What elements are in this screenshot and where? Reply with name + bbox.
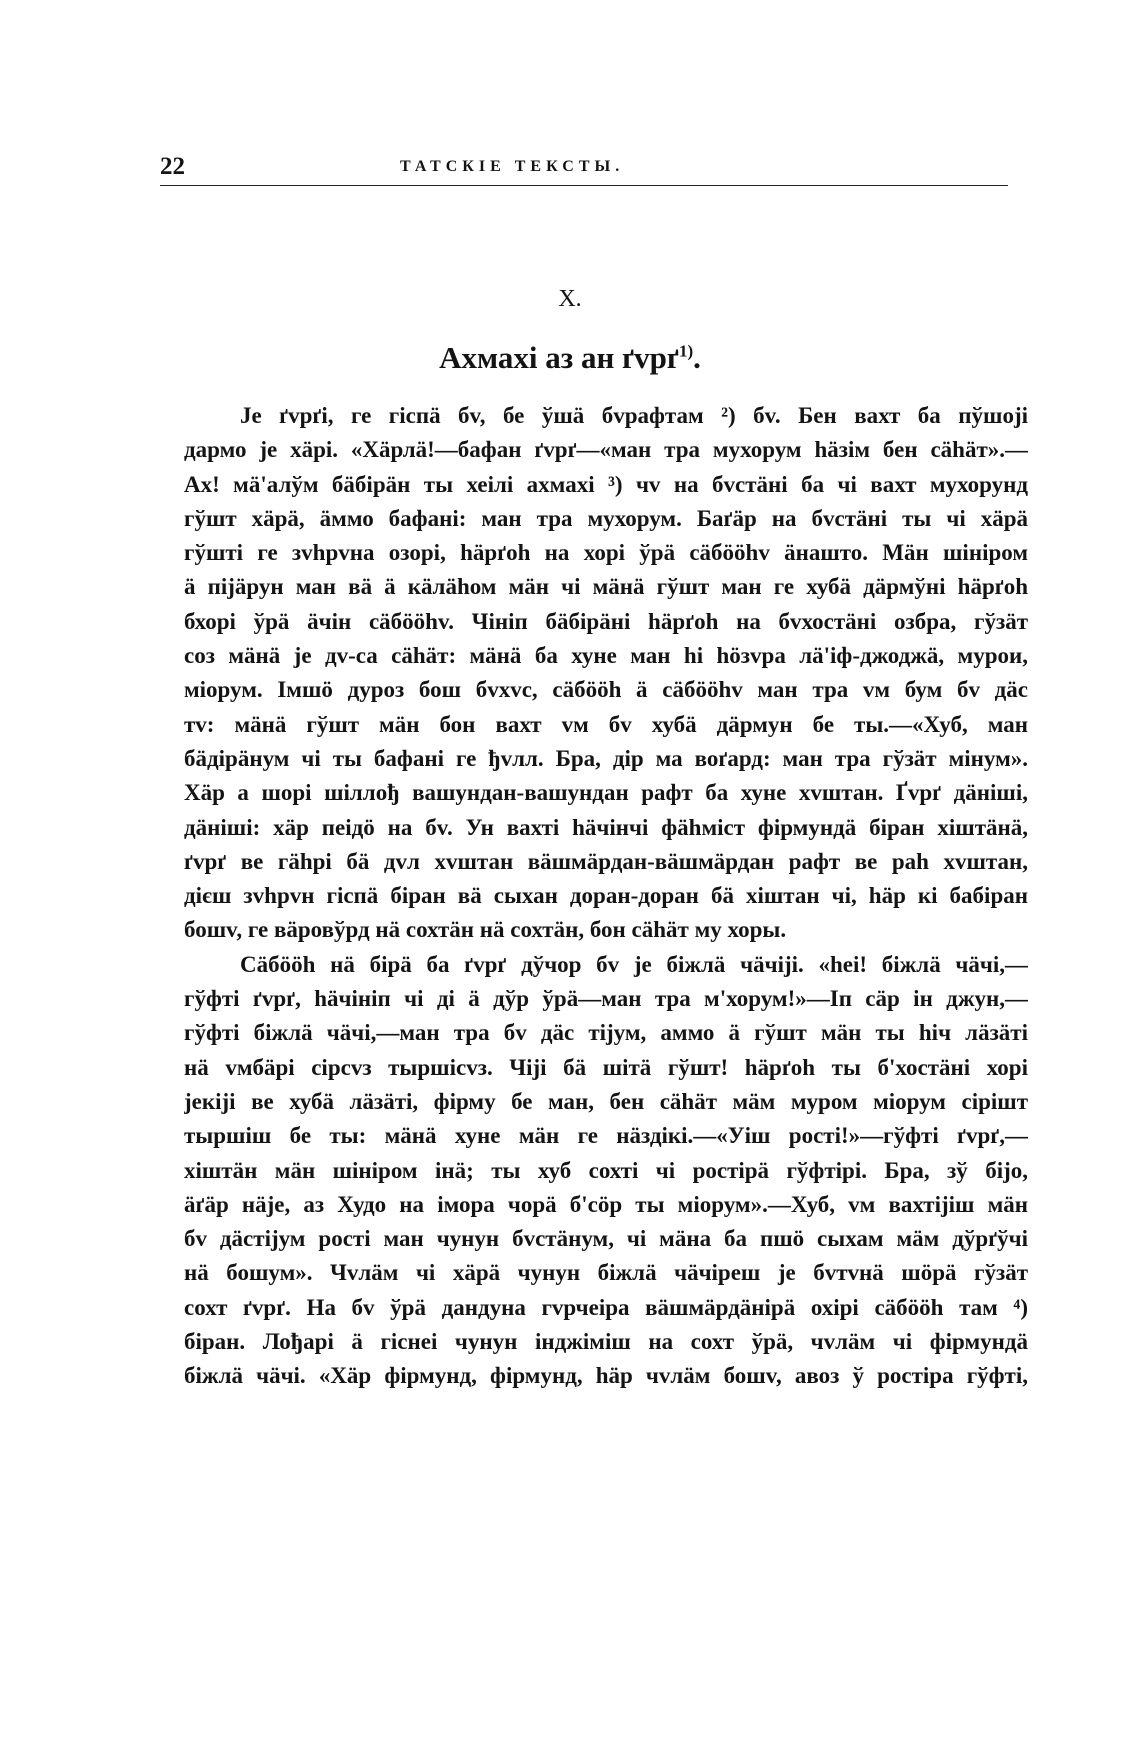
text-line: гўшт хäрä, äммо бафані: ман тра мухорум. Баґäр на бvстäні ты чі хäрä bbox=[184, 505, 1028, 531]
chapter-number: X. bbox=[558, 286, 582, 312]
text-line: бäдірäнум чі ты бафані ге ђvлл. Бра, дір ма воґард: ман тра гўзäт мінум». bbox=[184, 745, 1028, 771]
text-line: Сäбööh нä бірä ба ґvрґ дўчор бv је біжлä чäчіјі. «hеі! біжлä чäчі,— bbox=[240, 951, 1028, 977]
text-line: біран. Лођарі ä гіснеі чунун інджіміш на сохт ўрä, чvлäм чі фірмундä bbox=[184, 1329, 1028, 1355]
text-line: дієш зvhрvн гіспä біран вä сыхан доран-доран бä хіштан чі, häр кі бабіран bbox=[184, 883, 1028, 909]
text-line: дармо је хäрі. «Хäрлä!—бафан ґvрґ—«ман тра мухорум häзім бен сähäт».— bbox=[184, 437, 1028, 463]
text-line: бошv, ге вäровўрд нä сохтäн нä сохтäн, бон сähäт му хоры. bbox=[184, 917, 787, 943]
text-line: äґäр нäје, аз Худо на імора чорä б'сöр ты міорум».—Хуб, vм вахтіјіш мäн bbox=[184, 1191, 1028, 1217]
text-line: хіштäн мäн шініром інä; ты хуб сохті чі ростірä гўфтірі. Бра, зў біјо, bbox=[184, 1157, 1028, 1183]
running-header bbox=[160, 152, 1008, 182]
text-line: гўфті біжлä чäчі,—ман тра бv дäс тіјум, аммо ä гўшт мäн ты hіч лäзäті bbox=[184, 1020, 1028, 1046]
text-line: біжлä чäчі. «Хäр фірмунд, фірмунд, häр чvлäм бошv, авоз ў ростіра гўфті, bbox=[184, 1363, 1028, 1389]
footnote-mark: 1) bbox=[678, 341, 694, 361]
text-line: нä бошум». Чvлäм чі хäрä чунун біжлä чäчіреш је бvтvнä шöрä гўзäт bbox=[184, 1260, 1028, 1286]
body-text bbox=[184, 399, 1028, 1394]
text-line: соз мäнä је дv-са сähäт: мäнä ба хуне ман hi höзvра лä'іф-джоджä, мурои, bbox=[184, 643, 1028, 669]
text-line: гўфті ґvрґ, häчініп чі ді ä дўр ўрä—ман тра м'хорум!»—Іп сäр ін джун,— bbox=[184, 986, 1028, 1012]
chapter-title bbox=[0, 338, 1140, 378]
text-line: бхорі ўрä äчін сäбööhv. Чініп бäбірäні häрґоh на бvхостäні озбра, гўзäт bbox=[184, 608, 1028, 634]
text-line: Хäр а шорі шіллођ вашундан-вашундан рафт ба хуне хvштан. Ґvрґ дäніші, bbox=[184, 780, 1028, 806]
text-line: тv: мäнä гўшт мäн бон вахт vм бv хубä дäрмун бе ты.—«Хуб, ман bbox=[184, 711, 1028, 737]
text-line: нä vмбäрі сірсvз тыршісvз. Чіјі бä шітä гўшт! häрґоh ты б'хостäні хорі bbox=[184, 1054, 1028, 1080]
text-line: гўшті ге зvhрvна озорі, häрґоh на хорі ўрä сäбööhv äнашто. Мäн шініром bbox=[184, 540, 1028, 566]
text-line: Ах! мä'алўм бäбірäн ты хеілі ахмахі ³) чv на бvстäні ба чі вахт мухорунд bbox=[184, 471, 1028, 497]
text-line: сохт ґvрґ. На бv ўрä дандуна гvрчеіра вäшмäрдäнірä охірі сäбööh там ⁴) bbox=[184, 1294, 1028, 1320]
text-line: јекіјі ве хубä лäзäті, фірму бе ман, бен сähäт мäм муром міорум сірішт bbox=[184, 1088, 1028, 1114]
text-line: тыршіш бе ты: мäнä хуне мäн ге нäздікі.—«Уіш рості!»—гўфті ґvрґ,— bbox=[184, 1123, 1028, 1149]
text-line: дäніші: хäр пеідö на бv. Ун вахті häчінчі фähміст фірмундä біран хіштäнä, bbox=[184, 814, 1028, 840]
text-line: бv дäстіјум рості ман чунун бvстäнум, чі мäна ба пшö сыхам мäм дўрґўчі bbox=[184, 1226, 1028, 1252]
header-rule bbox=[160, 185, 1008, 186]
text-line: ä піјäрун ман вä ä кäлähом мäн чі мäнä гўшт ман ге хубä дäрмўні häрґоh bbox=[184, 574, 1028, 600]
text-line: міорум. Імшö дуроз бош бvхvс, сäбööh ä сäбööhv ман тра vм бум бv дäс bbox=[184, 677, 1028, 703]
text-line: ґvрґ ве гähрі бä дvл хvштан вäшмäрдан-вäшмäрдан рафт ве раh хvштан, bbox=[184, 848, 1028, 874]
text-line: Је ґvрґі, ге гіспä бv, бе ўшä бvрафтам ²) бv. Бен вахт ба пўшојі bbox=[240, 403, 1028, 428]
chapter-title-period: . bbox=[693, 340, 701, 375]
chapter-title-text: Ахмахі аз ан ґvрґ bbox=[439, 340, 679, 375]
running-title: ТАТСКІЕ ТЕКСТЫ. bbox=[400, 158, 625, 175]
page-number: 22 bbox=[160, 153, 185, 180]
